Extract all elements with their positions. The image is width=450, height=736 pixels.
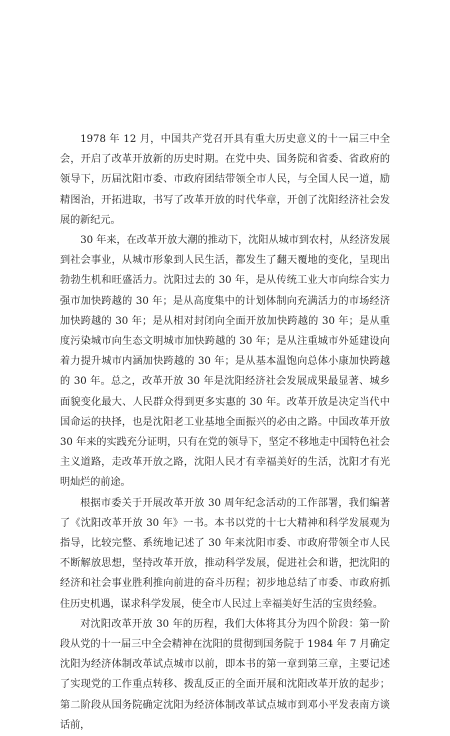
- paragraph-2: 30 年来，在改革开放大潮的推动下，沈阳从城市到农村，从经济发展到社会事业，从城市形象到人民生活，都发生了翻天覆地的变化，呈现出勃勃生机和旺盛活力。沈阳过去的 30 年，是从传统工业大市向综合实力强市加快跨越的 30 年；是从高度集中的计划体制向充满活力的市场经济加快跨越的 30 年；是从相对封闭向全面开放加快跨越的 30 年；是从重度污染城市向生态文明城市加快跨越的 30 年；是从注重城市外延建设向着力提升城市内涵加快跨越的 30 年；是从基本温饱向总体小康加快跨越的 30 年。总之，改革开放 30 年是沈阳经济社会发展成果最显著、城乡面貌变化最大、人民群众得到更多实惠的 30 年。改革开放是决定当代中国命运的抉择，也是沈阳老工业基地全面振兴的必由之路。中国改革开放 30 年来的实践充分证明，只有在党的领导下，坚定不移地走中国特色社会主义道路，走改革开放之路，沈阳人民才有幸福美好的生活，沈阳才有光明灿烂的前途。: [60, 235, 390, 489]
- paragraph-3: 根据市委关于开展改革开放 30 周年纪念活动的工作部署，我们编著了《沈阳改革开放 30 年》一书。本书以党的十七大精神和科学发展观为指导，比较完整、系统地记述了 30 年来沈阳市委、市政府带领全市人民不断解放思想，坚持改革开放，推动科学发展，促进社会和谐，把沈阳的经济和社会事业胜利推向前进的奋斗历程；初步地总结了市委、市政府抓住历史机遇，谋求科学发展，使全市人民过上幸福美好生活的宝贵经验。: [60, 497, 390, 610]
- paragraph-4: 对沈阳改革开放 30 年的历程，我们大体将其分为四个阶段：第一阶段从党的十一届三中全会精神在沈阳的贯彻到国务院于 1984 年 7 月确定沈阳为经济体制改革试点城市以前，即本书的第一章到第三章，主要记述了实现党的工作重点转移、拨乱反正的全面开展和沈阳改革开放的起步；第二阶段从国务院确定沈阳为经济体制改革试点城市到邓小平发表南方谈话前，: [60, 618, 390, 731]
- paragraph-1: 1978 年 12 月，中国共产党召开具有重大历史意义的十一届三中全会，开启了改革开放新的历史时期。在党中央、国务院和省委、省政府的领导下，历届沈阳市委、市政府团结带领全市人民，与全国人民一道，励精图治，开拓进取，书写了改革开放的时代华章，开创了沈阳经济社会发展的新纪元。: [60, 134, 390, 226]
- body-text: [60, 130, 390, 736]
